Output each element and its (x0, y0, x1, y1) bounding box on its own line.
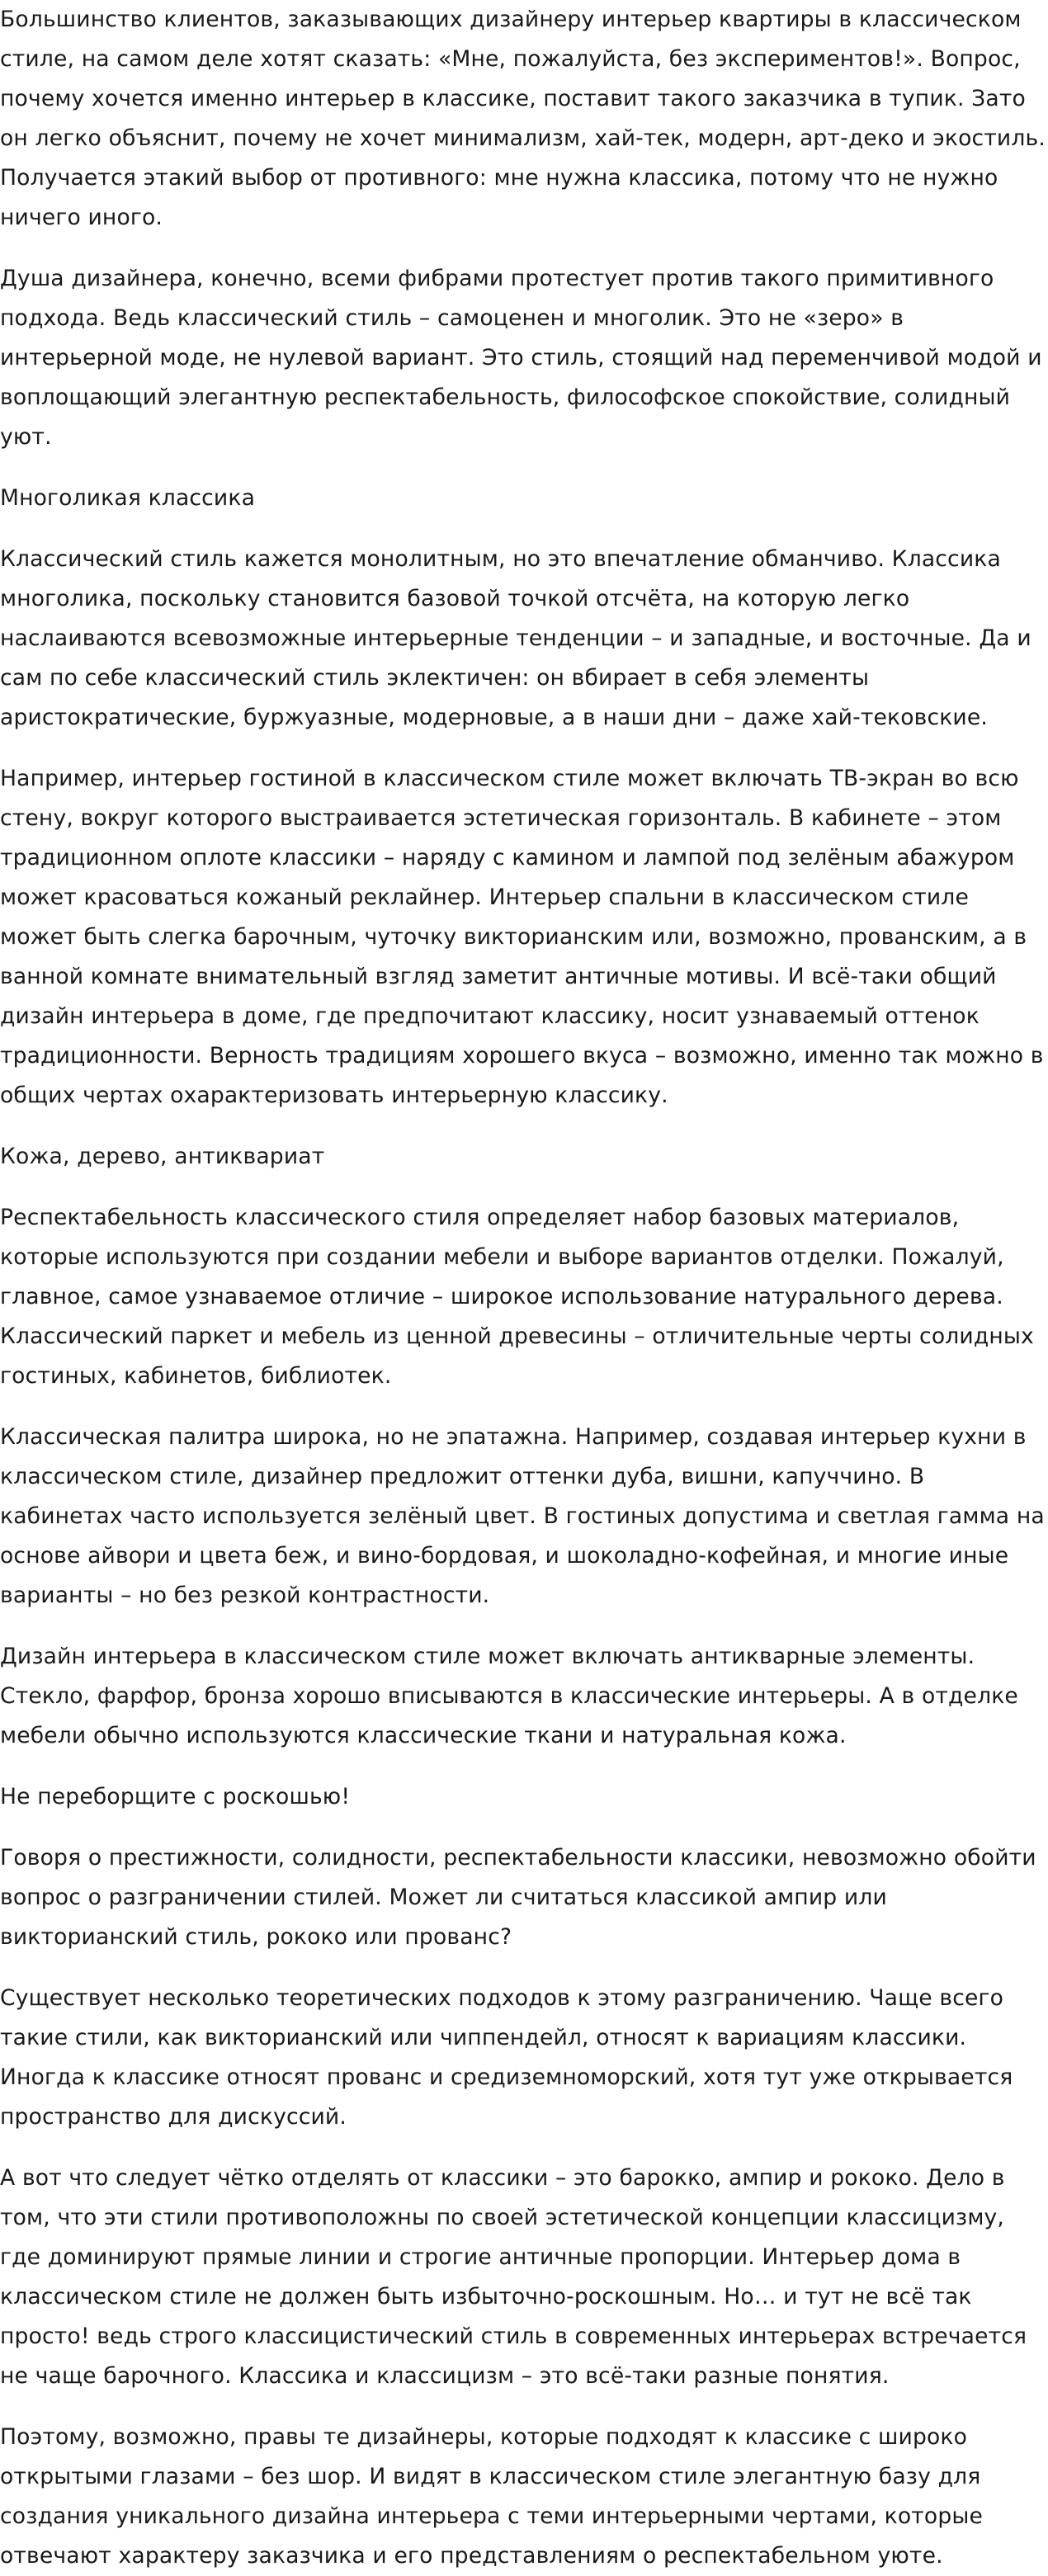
paragraph-antique: Дизайн интерьера в классическом стиле может включать антикварные элементы. Стекло, фарфор, бронза хорошо вписываются в классические интерьеры. А в отделке мебели обычно используются классические ткани и натуральная кожа. (0, 1644, 1018, 1748)
section-heading-luxury: Не переборщите с роскошью! (0, 1784, 351, 1809)
paragraph-conclusion: Поэтому, возможно, правы те дизайнеры, которые подходят к классике с широко открытыми глазами – без шор. И видят в классическом стиле элегантную базу для создания уникального дизайна интерьера с теми интерьерными чертами, которые отвечают характеру заказчика и его представлениям о респектабельном уюте. (0, 2424, 984, 2569)
paragraph-monolithic: Классический стиль кажется монолитным, но это впечатление обманчиво. Классика многолика, поскольку становится базовой точкой отсчёта, на которую легко наслаиваются всевозможные интерьерные тенденции – и западные, и восточные. Да и сам по себе классический стиль эклектичен: он вбирает в себя элементы аристократические, буржуазные, модерновые, а в наши дни – даже хай-тековские. (0, 546, 1031, 730)
paragraph-intro: Большинство клиентов, заказывающих дизайнеру интерьер квартиры в классическом стиле, на самом деле хотят сказать: «Мне, пожалуйста, без экспериментов!». Вопрос, почему хочется именно интерьер в классике, поставит такого заказчика в тупик. Зато он легко объяснит, почему не хочет минимализм, хай-тек, модерн, арт-деко и экостиль. Получается этакий выбор от противного: мне нужна классика, потому что не нужно ничего иного. (0, 7, 1046, 230)
paragraph-living-room: Например, интерьер гостиной в классическом стиле может включать ТВ-экран во всю стену, вокруг которого выстраивается эстетическая горизонталь. В кабинете – этом традиционном оплоте классики – наряду с камином и лампой под зелёным абажуром может красоваться кожаный реклайнер. Интерьер спальни в классическом стиле может быть слегка барочным, чуточку викторианским или, возможно, прованским, а в ванной комнате внимательный взгляд заметит античные мотивы. И всё-таки общий дизайн интерьера в доме, где предпочитают классику, носит узнаваемый оттенок традиционности. Верность традициям хорошего вкуса – возможно, именно так можно в общих чертах охарактеризовать интерьерную классику. (0, 766, 1044, 1108)
paragraph-designer-soul: Душа дизайнера, конечно, всеми фибрами протестует против такого примитивного подхода. Ведь классический стиль – самоценен и многолик. Это не «зеро» в интерьерной моде, не нулевой вариант. Это стиль, стоящий над переменчивой модой и воплощающий элегантную респектабельность, философское спокойствие, солидный уют. (0, 266, 1042, 450)
paragraph-baroque: А вот что следует чётко отделять от классики – это барокко, ампир и рококо. Дело в том, что эти стили противоположны по своей эстетической концепции классицизму, где доминируют прямые линии и строгие античные пропорции. Интерьер дома в классическом стиле не должен быть избыточно-роскошным. Но… и тут не всё так просто! ведь строго классицистический стиль в современных интерьерах встречается не чаще барочного. Классика и классицизм – это всё-таки разные понятия. (0, 2165, 1027, 2389)
paragraph-theories: Существует несколько теоретических подходов к этому разграничению. Чаще всего такие стили, как викторианский или чиппендейл, относят к вариациям классики. Иногда к классике относят прованс и средиземноморский, хотя тут уже открывается пространство для дискуссий. (0, 1985, 1013, 2130)
section-heading-materials: Кожа, дерево, антиквариат (0, 1144, 325, 1169)
paragraph-palette: Классическая палитра широка, но не эпатажна. Например, создавая интерьер кухни в классическом стиле, дизайнер предложит оттенки дуба, вишни, капуччино. В кабинетах часто используется зелёный цвет. В гостиных допустима и светлая гамма на основе айвори и цвета беж, и вино-бордовая, и шоколадно-кофейная, и многие иные варианты – но без резкой контрастности. (0, 1424, 1045, 1608)
section-heading-multifaceted: Многоликая классика (0, 485, 256, 511)
paragraph-prestige: Говоря о престижности, солидности, респектабельности классики, невозможно обойти вопрос о разграничении стилей. Может ли считаться классикой ампир или викторианский стиль, рококо или прованс? (0, 1845, 1036, 1950)
paragraph-respectability: Респектабельность классического стиля определяет набор базовых материалов, которые используются при создании мебели и выборе вариантов отделки. Пожалуй, главное, самое узнаваемое отличие – широкое использование натурального дерева. Классический паркет и мебель из ценной древесины – отличительные черты солидных гостиных, кабинетов, библиотек. (0, 1205, 1034, 1389)
